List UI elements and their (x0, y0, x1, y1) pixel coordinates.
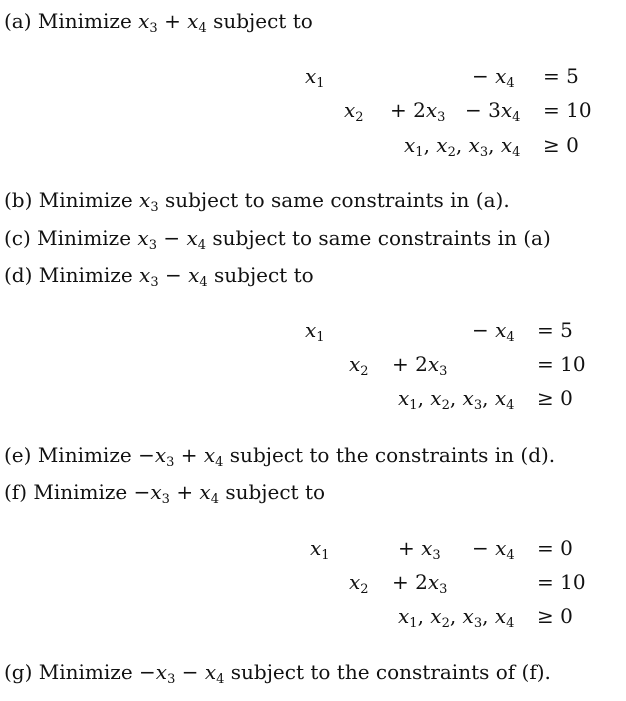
problem-c-verb: Minimize (37, 226, 132, 250)
problem-e-objective: $-x_3 + x_4$ (138, 443, 224, 470)
problem-f-label: (f) (4, 480, 28, 504)
constraints-d-row2-rhs: = 10 (537, 352, 586, 376)
problem-b-objective: $x_3$ (139, 188, 159, 215)
constraints-a-row3-vars: $x_1$, $x_2$, $x_3$, $x_4$ (404, 133, 521, 160)
constraints-d-row1-x1: $x_1$ (305, 318, 325, 345)
problem-d-statement (4, 263, 314, 290)
problem-b-statement (4, 188, 510, 215)
problem-e-statement (4, 443, 556, 470)
problem-c-objective: $x_3 - x_4$ (137, 226, 207, 253)
problem-c-statement (4, 226, 551, 253)
constraints-f-row1-rhs: = 0 (537, 536, 573, 560)
constraints-a-row1-x1: $x_1$ (305, 64, 325, 91)
constraints-a-row2-x2: $x_2$ (344, 98, 364, 125)
problem-g-tail: subject to the constraints of (f). (230, 660, 551, 684)
constraints-f-row2-rhs: = 10 (537, 570, 586, 594)
constraints-a-row2-rhs: = 10 (543, 98, 592, 122)
problem-c-label: (c) (4, 226, 31, 250)
constraints-d-row1-term: − $x_4$ (472, 318, 515, 345)
constraints-f-row2-term1: + $2x_3$ (392, 570, 448, 597)
constraints-d-row3-vars: $x_1$, $x_2$, $x_3$, $x_4$ (398, 386, 515, 413)
problem-b-tail: subject to same constraints in (a). (164, 188, 510, 212)
problem-d-verb: Minimize (38, 263, 133, 287)
constraints-f-row2-x2: $x_2$ (349, 570, 369, 597)
constraints-a-row2-term2: − $3x_4$ (465, 98, 521, 125)
problem-a-statement (4, 9, 313, 36)
constraints-d-row2-x2: $x_2$ (349, 352, 369, 379)
constraints-d-row2-term1: + $2x_3$ (392, 352, 448, 379)
constraints-a-row1-term: − $x_4$ (472, 64, 515, 91)
problem-d-tail: subject to (214, 263, 314, 287)
problem-f-objective: $-x_3 + x_4$ (133, 480, 219, 507)
problem-e-verb: Minimize (37, 443, 132, 467)
problem-f-tail: subject to (225, 480, 326, 504)
problem-g-statement (4, 660, 551, 687)
problem-g-label: (g) (4, 660, 33, 684)
problem-a-objective: $x_3 + x_4$ (138, 9, 207, 36)
problem-b-label: (b) (4, 188, 33, 212)
problem-e-tail: subject to the constraints in (d). (229, 443, 556, 467)
problem-a-tail: subject to (213, 9, 313, 33)
problem-g-verb: Minimize (38, 660, 133, 684)
problem-e-label: (e) (4, 443, 32, 467)
constraints-f-row3-vars: $x_1$, $x_2$, $x_3$, $x_4$ (398, 604, 515, 631)
constraints-a-row3-rhs: ≥ 0 (543, 133, 579, 157)
constraints-a-row1-rhs: = 5 (543, 64, 579, 88)
constraints-a-row2-term1: + $2x_3$ (390, 98, 446, 125)
constraints-d-row1-rhs: = 5 (537, 318, 573, 342)
constraints-f-row1-term2: − $x_4$ (472, 536, 515, 563)
problem-a-label: (a) (4, 9, 32, 33)
problem-b-verb: Minimize (38, 188, 133, 212)
problem-g-objective: $-x_3 - x_4$ (139, 660, 225, 687)
problem-d-label: (d) (4, 263, 33, 287)
problem-d-objective: $x_3 - x_4$ (139, 263, 208, 290)
constraints-d-row3-rhs: ≥ 0 (537, 386, 573, 410)
problem-f-statement (4, 480, 326, 507)
problem-f-verb: Minimize (33, 480, 128, 504)
constraints-f-row1-x1: $x_1$ (310, 536, 330, 563)
problem-c-tail: subject to same constraints in (a) (212, 226, 551, 250)
constraints-f-row3-rhs: ≥ 0 (537, 604, 573, 628)
constraints-f-row1-term1: + $x_3$ (398, 536, 441, 563)
problem-a-verb: Minimize (37, 9, 132, 33)
